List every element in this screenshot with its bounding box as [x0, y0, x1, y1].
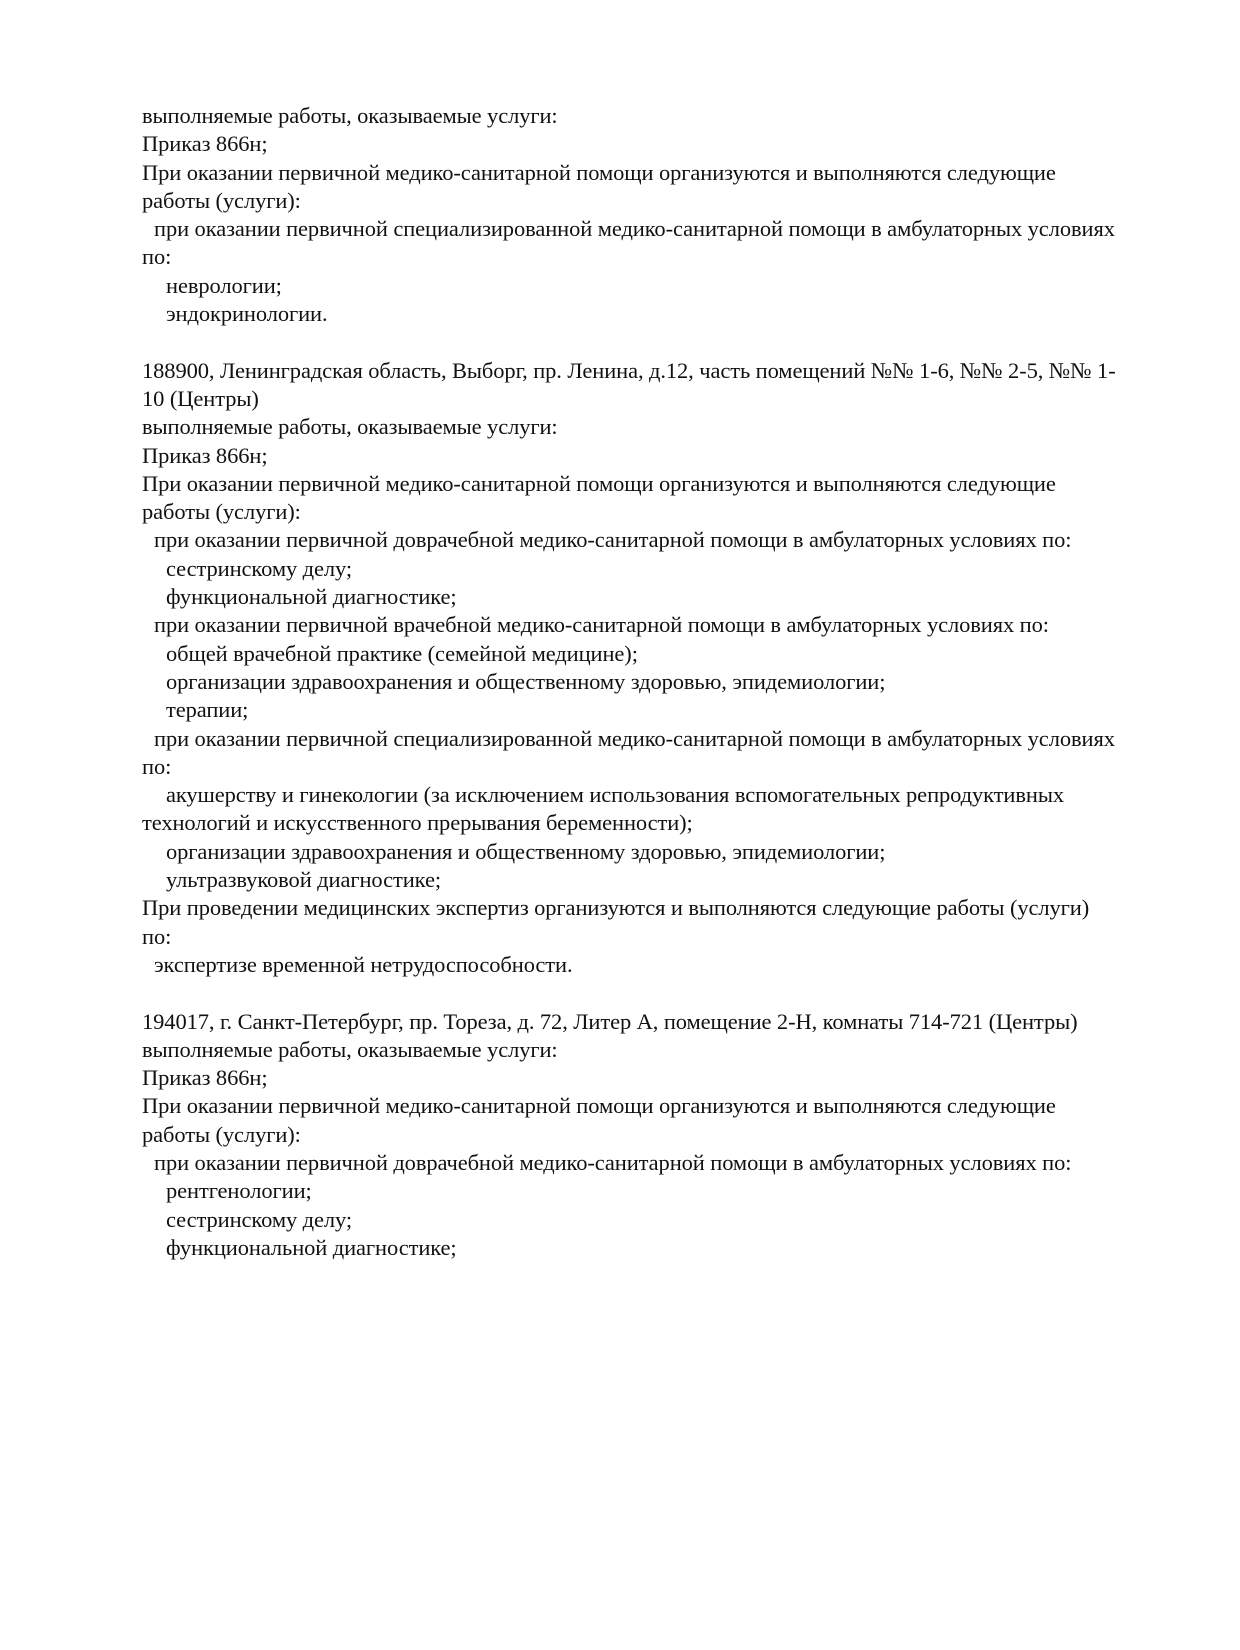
service-item: общей врачебной практике (семейной медицине);	[166, 640, 638, 666]
expertise-intro: При проведении медицинских экспертиз организуются и выполняются следующие работы (услуги) по:	[142, 895, 1095, 949]
section-spb	[142, 1008, 1122, 1263]
services-heading: выполняемые работы, оказываемые услуги:	[142, 1036, 558, 1062]
works-intro: При оказании первичной медико-санитарной помощи организуются и выполняются следующие работы (услуги):	[142, 470, 1062, 525]
care-category: при оказании первичной доврачебной медико-санитарной помощи в амбулаторных условиях по:	[154, 527, 1072, 553]
address-heading: 188900, Ленинградская область, Выборг, пр. Ленина, д.12, часть помещений №№ 1-6, №№ 2-5, №№ 1-10 (Центры)	[142, 357, 1116, 411]
services-heading: выполняемые работы, оказываемые услуги:	[142, 414, 558, 440]
service-item: ультразвуковой диагностике;	[166, 867, 441, 893]
order-reference: Приказ 866н;	[142, 131, 268, 157]
document-page	[142, 102, 1122, 1262]
order-reference: Приказ 866н;	[142, 442, 268, 468]
expertise-item: экспертизе временной нетрудоспособности.	[154, 951, 573, 977]
works-intro: При оказании первичной медико-санитарной помощи организуются и выполняются следующие работы (услуги):	[142, 1093, 1062, 1147]
service-item: рентгенологии;	[166, 1178, 312, 1204]
address-heading: 194017, г. Санкт-Петербург, пр. Тореза, д. 72, Литер А, помещение 2-Н, комнаты 714-721 (Центры)	[142, 1008, 1078, 1034]
works-intro: При оказании первичной медико-санитарной помощи организуются и выполняются следующие работы (услуги):	[142, 159, 1062, 213]
care-category: при оказании первичной специализированной медико-санитарной помощи в амбулаторных условиях по:	[142, 725, 1121, 779]
care-category: при оказании первичной врачебной медико-санитарной помощи в амбулаторных условиях по:	[154, 612, 1049, 638]
service-item: сестринскому делу;	[166, 1206, 353, 1232]
care-category: при оказании первичной специализированной медико-санитарной помощи в амбулаторных условиях по:	[142, 216, 1121, 270]
section-continuation	[142, 102, 1122, 328]
section-spacer	[142, 328, 1122, 356]
service-item: терапии;	[166, 697, 249, 723]
service-item: организации здравоохранения и общественному здоровью, эпидемиологии;	[166, 838, 886, 864]
services-heading: выполняемые работы, оказываемые услуги:	[142, 103, 558, 128]
section-vyborg	[142, 357, 1122, 980]
service-item: функциональной диагностике;	[166, 1234, 457, 1260]
service-item: акушерству и гинекологии (за исключением использования вспомогательных репродуктивных технологий и искусственного прерывания беременности);	[142, 782, 1070, 836]
service-item: сестринскому делу;	[166, 555, 353, 581]
service-item: организации здравоохранения и общественному здоровью, эпидемиологии;	[166, 668, 886, 694]
order-reference: Приказ 866н;	[142, 1065, 268, 1091]
service-item: эндокринологии.	[166, 301, 328, 327]
service-item: функциональной диагностике;	[166, 584, 457, 610]
care-category: при оказании первичной доврачебной медико-санитарной помощи в амбулаторных условиях по:	[154, 1149, 1072, 1175]
service-item: неврологии;	[166, 272, 282, 298]
section-spacer	[142, 979, 1122, 1007]
